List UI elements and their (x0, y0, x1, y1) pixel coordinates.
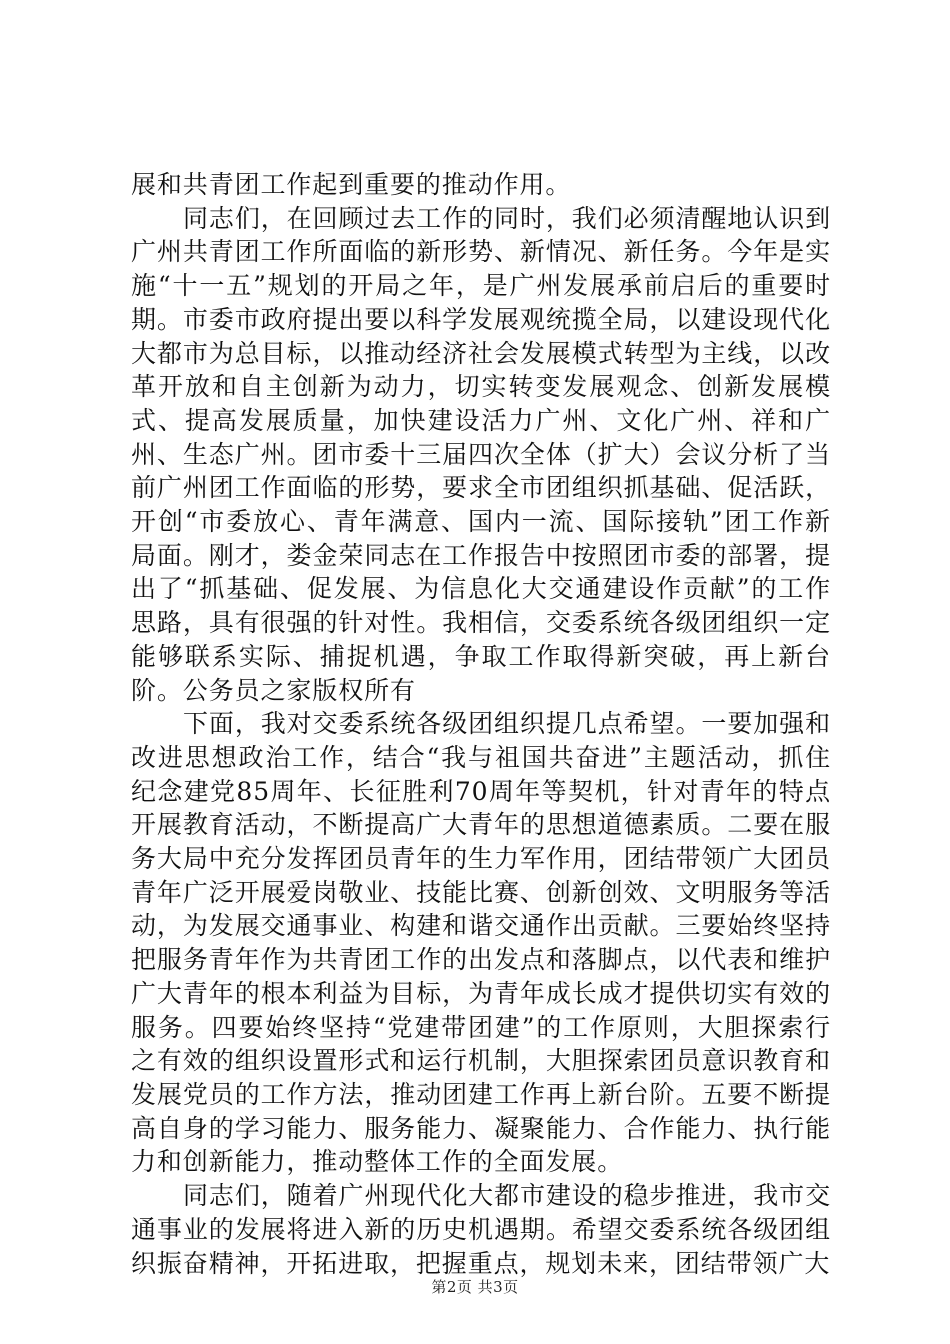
paragraph-continuation: 展和共青团工作起到重要的推动作用。 (131, 170, 572, 199)
paragraph-new-situation: 同志们，在回顾过去工作的同时，我们必须清醒地认识到广州共青团工作所面临的新形势、新情况、新任务。今年是实施“十一五”规划的开局之年，是广州发展承前启后的重要时期。市委市政府提出要以科学发展观统揽全局，以建设现代化大都市为总目标，以推动经济社会发展模式转型为主线，以改革开放和自主创新为动力，切实转变发展观念、创新发展模式、提高发展质量，加快建设活力广州、文化广州、祥和广州、生态广州。团市委十三届四次全体（扩大）会议分析了当前广州团工作面临的形势，要求全市团组织抓基础、促活跃，开创“市委放心、青年满意、国内一流、国际接轨”团工作新局面。刚才，娄金荣同志在工作报告中按照团市委的部署，提出了“抓基础、促发展、为信息化大交通建设作贡献”的工作思路，具有很强的针对性。我相信，交委系统各级团组织一定能够联系实际、捕捉机遇，争取工作取得新突破，再上新台阶。公务员之家版权所有 (131, 203, 831, 705)
paragraph-closing: 同志们，随着广州现代化大都市建设的稳步推进，我市交通事业的发展将进入新的历史机遇期。希望交委系统各级团组织振奋精神，开拓进取，把握重点，规划未来，团结带领广大 (131, 1181, 831, 1278)
paragraph-hopes: 下面，我对交委系统各级团组织提几点希望。一要加强和改进思想政治工作，结合“我与祖国共奋进”主题活动，抓住纪念建党85周年、长征胜利70周年等契机，针对青年的特点开展教育活动，不断提高广大青年的思想道德素质。二要在服务大局中充分发挥团员青年的生力军作用，团结带领广大团员青年广泛开展爱岗敬业、技能比赛、创新创效、文明服务等活动，为发展交通事业、构建和谐交通作出贡献。三要始终坚持把服务青年作为共青团工作的出发点和落脚点，以代表和维护广大青年的根本利益为目标，为青年成长成才提供切实有效的服务。四要始终坚持“党建带团建”的工作原则，大胆探索行之有效的组织设置形式和运行机制，大胆探索团员意识教育和发展党员的工作方法，推动团建工作再上新台阶。五要不断提高自身的学习能力、服务能力、凝聚能力、合作能力、执行能力和创新能力，推动整体工作的全面发展。 (131, 709, 831, 1177)
document-body (131, 168, 831, 1280)
page-footer: 第2页 共3页 (431, 1278, 519, 1296)
